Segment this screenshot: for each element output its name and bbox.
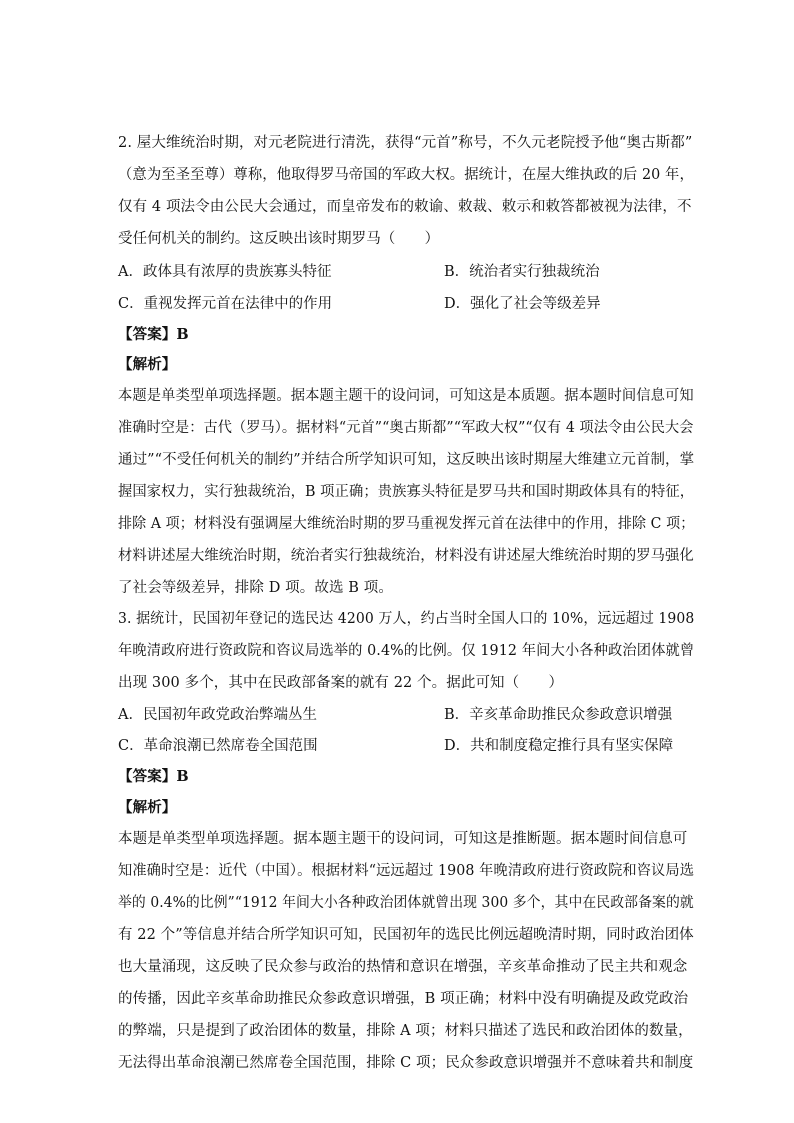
q2-analysis-line: 材料讲述屋大维统治时期，统治者实行独裁统治，材料没有讲述屋大维统治时期的罗马强化 [118,548,694,564]
q2-analysis-line: 本题是单类型单项选择题。据本题主题干的设问词，可知这是本质题。据本题时间信息可知 [118,388,694,404]
q3-stem-line: 出现 300 多个，其中在民政部备案的就有 22 个。据此可知（ ） [118,675,564,691]
q2-analysis-title: 【解析】 [118,356,177,373]
q2-stem-line: 受任何机关的制约。这反映出该时期罗马（ ） [118,231,440,247]
q2-option-d: D．强化了社会等级差异 [444,296,601,312]
q2-option-c: C．重视发挥元首在法律中的作用 [118,296,333,312]
q3-stem-line: 3. 据统计，民国初年登记的选民达 4200 万人，约占当时全国人口的 10%，远远超过 1908 [118,611,695,627]
q3-analysis-line: 无法得出革命浪潮已然席卷全国范围，排除 C 项；民众参政意识增强并不意味着共和制度 [118,1055,694,1071]
q2-analysis-line: 准确时空是：古代（罗马）。据材料“元首”“奥古斯都”“军政大权”“仅有 4 项法令由公民大会 [118,420,694,436]
q3-analysis-line: 举的 0.4%的比例”“1912 年间大小各种政治团体就曾出现 300 多个，其中在民政部备案的就 [118,895,694,911]
q3-option-a: A．民国初年政党政治弊端丛生 [118,707,317,723]
q3-analysis-title: 【解析】 [118,799,177,816]
q2-analysis-line: 通过”“不受任何机关的制约”并结合所学知识可知，这反映出该时期屋大维建立元首制，掌 [118,452,695,468]
q3-analysis-line: 的弊端，只是提到了政治团体的数量，排除 A 项；材料只描述了选民和政治团体的数量， [118,1023,693,1039]
q2-option-b: B．统治者实行独裁统治 [444,264,600,280]
q2-analysis-line: 握国家权力，实行独裁统治，B 项正确；贵族寡头特征是罗马共和国时期政体具有的特征， [118,484,695,500]
q2-answer: 【答案】B [118,326,189,343]
q3-analysis-line: 有 22 个”等信息并结合所学知识可知，民国初年的选民比例远超晚清时期，同时政治团体 [118,927,694,943]
q3-analysis-line: 知准确时空是：近代（中国）。根据材料“远远超过 1908 年晚清政府进行资政院和咨议局选 [118,863,695,879]
q2-analysis-line: 了社会等级差异，排除 D 项。故选 B 项。 [118,580,393,596]
q3-answer: 【答案】B [118,768,189,785]
q3-stem-line: 年晚清政府进行资政院和咨议局选举的 0.4%的比例。仅 1912 年间大小各种政治团体就曾 [118,643,695,659]
q2-stem-line: 仅有 4 项法令由公民大会通过，而皇帝发布的敕谕、敕裁、敕示和敕答都被视为法律，不 [118,199,692,215]
q2-stem-line: （意为至圣至尊）尊称，他取得罗马帝国的军政大权。据统计，在屋大维执政的后 20 年， [118,167,694,183]
q3-analysis-line: 也大量涌现，这反映了民众参与政治的热情和意识在增强，辛亥革命推动了民主共和观念 [118,959,688,975]
q3-analysis-line: 的传播，因此辛亥革命助推民众参政意识增强，B 项正确；材料中没有明确提及政党政治 [118,991,689,1007]
q3-option-b: B．辛亥革命助推民众参政意识增强 [444,707,673,723]
q3-option-c: C．革命浪潮已然席卷全国范围 [118,738,318,754]
q2-option-a: A．政体具有浓厚的贵族寡头特征 [118,264,332,280]
q3-analysis-line: 本题是单类型单项选择题。据本题主题干的设问词，可知这是推断题。据本题时间信息可 [118,831,688,847]
q2-analysis-line: 排除 A 项；材料没有强调屋大维统治时期的罗马重视发挥元首在法律中的作用，排除 C 项； [118,516,695,532]
q2-stem-line: 2. 屋大维统治时期，对元老院进行清洗，获得“元首”称号，不久元老院授予他“奥古斯都” [118,135,693,151]
q3-option-d: D．共和制度稳定推行具有坚实保障 [444,738,674,754]
